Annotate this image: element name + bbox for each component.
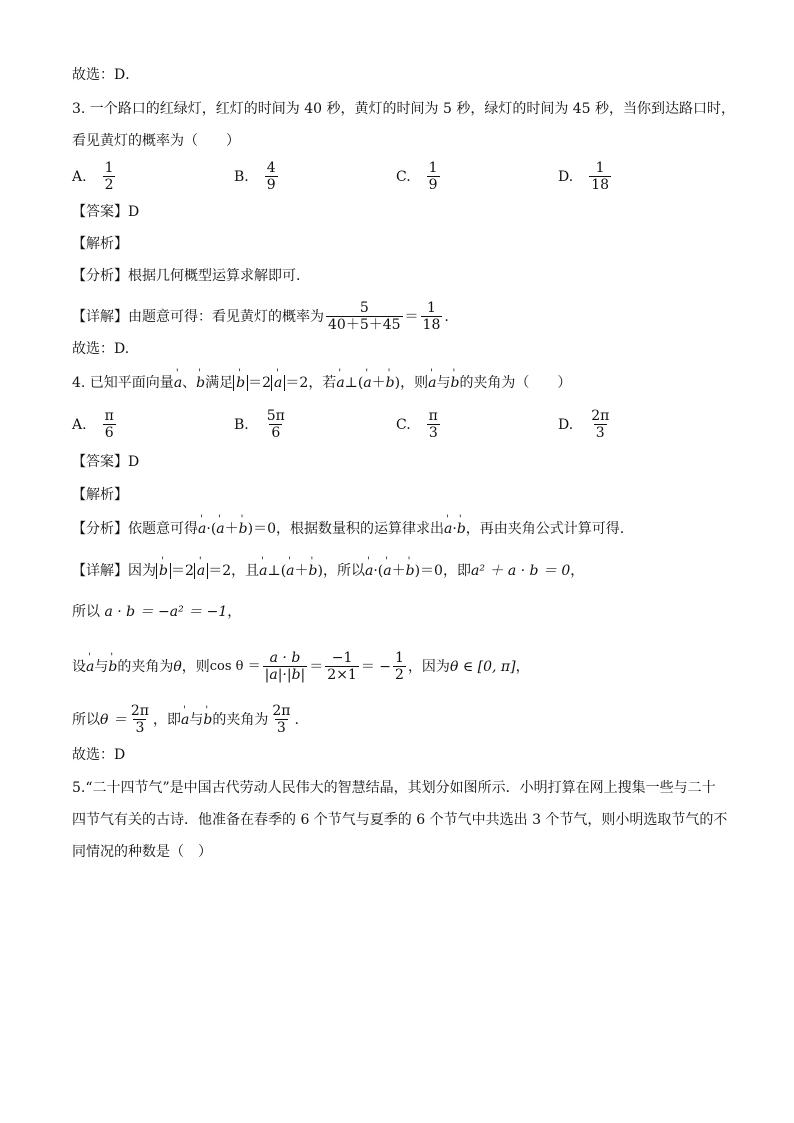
fraction bbox=[103, 408, 116, 441]
result-line: 所以 θ ＝ $\frac{2\pi}{3}$ ，即 ' a 与 ' b 的夹角为 $\frac{2\pi}{3}$ . bbox=[72, 703, 299, 736]
denominator: 3 bbox=[276, 720, 286, 736]
perp-symbol: ⊥ bbox=[344, 375, 358, 391]
denominator: 6 bbox=[104, 425, 114, 441]
analysis-line: 【分析】依题意可得 ' a · ( ' a ＋ ' b ) ＝0 ，根据数量积的运算律求出 ' a · ' b ，再由夹角公式计算可得. bbox=[72, 520, 624, 538]
numerator: π bbox=[428, 408, 438, 424]
numerator: 1 bbox=[395, 650, 404, 666]
conclusion-line: 故选：D bbox=[72, 747, 126, 763]
stem-text: 与 bbox=[436, 375, 451, 391]
math-text: ＝2 bbox=[248, 375, 272, 391]
denominator: 2×1 bbox=[327, 667, 357, 683]
abs-a: ' a bbox=[194, 563, 208, 579]
detail-text: 【详解】由题意可得：看见黄灯的概率为 bbox=[72, 308, 324, 325]
option-label: A. bbox=[72, 168, 87, 185]
fraction bbox=[427, 408, 440, 441]
numerator: 1 bbox=[104, 160, 114, 176]
stem-text: 4. 已知平面向量 bbox=[72, 375, 174, 391]
derivation-line: 所以 a · b ＝ −a² ＝ −1， bbox=[72, 604, 242, 620]
option-d bbox=[558, 160, 613, 193]
option-a bbox=[72, 408, 118, 441]
option-label: A. bbox=[72, 416, 87, 433]
abs-a: ' a bbox=[271, 375, 285, 391]
fraction bbox=[265, 160, 278, 193]
detail-text: ，所以 bbox=[322, 563, 365, 579]
denominator: 18 bbox=[422, 317, 441, 333]
math-text: ＝2 bbox=[208, 563, 232, 579]
fraction bbox=[326, 300, 403, 333]
denominator: 3 bbox=[428, 425, 438, 441]
denominator: 9 bbox=[266, 177, 276, 193]
analysis-text: 【分析】依题意可得 bbox=[72, 521, 198, 537]
analysis-heading: 【解析】 bbox=[72, 236, 128, 252]
period: . bbox=[444, 308, 449, 325]
abs-b: ' b bbox=[156, 563, 171, 579]
denominator: 2 bbox=[104, 177, 114, 193]
detail-text: ，且 bbox=[231, 563, 260, 579]
answer-line: 【答案】D bbox=[72, 204, 140, 220]
stem-text: 的夹角为（ ） bbox=[459, 375, 572, 391]
fraction bbox=[589, 408, 611, 441]
detail-line bbox=[72, 300, 449, 333]
denominator: 40＋5＋45 bbox=[328, 317, 401, 333]
analysis-text: ，根据数量积的运算律求出 bbox=[276, 521, 444, 537]
numerator: 5π bbox=[266, 408, 285, 424]
denominator: 6 bbox=[271, 425, 281, 441]
detail-text: 【详解】因为 bbox=[72, 563, 156, 579]
numerator: a · b bbox=[269, 650, 301, 666]
option-label: B. bbox=[234, 168, 249, 185]
equals-sign: ＝ bbox=[404, 308, 419, 325]
option-label: C. bbox=[396, 168, 411, 185]
math-text: θ ∈ [0, π] bbox=[449, 658, 516, 675]
vector-b: ' b bbox=[450, 374, 459, 392]
fraction bbox=[427, 160, 440, 193]
vector-b: ' b bbox=[196, 374, 205, 392]
numerator: 1 bbox=[428, 160, 438, 176]
stem-text: ，若 bbox=[308, 375, 337, 391]
question-4-stem: 4. 已知平面向量 ' a 、 ' b 满足 ' b ＝2 ' a ＝2 ，若 ' a ⊥ ( ' a ＋ ' b ) ，则 ' a 与 ' b 的夹角为（ ） bbox=[72, 374, 571, 392]
math-text: a · b ＝ −a² ＝ −1 bbox=[104, 604, 228, 620]
theta-symbol: θ bbox=[173, 658, 182, 675]
numerator: 4 bbox=[266, 160, 276, 176]
option-a bbox=[72, 160, 117, 193]
math-text: ＝2 bbox=[170, 563, 194, 579]
math-text: ＝0 bbox=[420, 563, 443, 579]
result-text: 的夹角为 bbox=[212, 711, 269, 728]
result-text: 所以 bbox=[72, 711, 100, 728]
question-5-stem-cont: 四节气有关的古诗．他准备在春季的 6 个节气与夏季的 6 个节气中共选出 3 个节气，则小明选取节气的不 bbox=[72, 812, 728, 828]
denominator: 9 bbox=[428, 177, 438, 193]
fraction bbox=[270, 703, 292, 736]
answer-line: 【答案】D bbox=[72, 454, 140, 470]
numerator: 2π bbox=[272, 703, 291, 719]
option-b bbox=[234, 408, 289, 441]
analysis-text: ，再由夹角公式计算可得. bbox=[465, 521, 625, 537]
math-text: ＝0 bbox=[253, 521, 276, 537]
numerator: 1 bbox=[595, 160, 605, 176]
vector-a: ' a bbox=[336, 374, 344, 392]
fraction bbox=[325, 650, 359, 683]
option-c bbox=[396, 160, 442, 193]
numerator: 5 bbox=[359, 300, 369, 316]
stem-text: 满足 bbox=[205, 375, 234, 391]
math-text: cos θ ＝ bbox=[209, 658, 261, 674]
denominator: 2 bbox=[395, 667, 404, 683]
fraction bbox=[265, 408, 287, 441]
angle-text: 与 bbox=[94, 658, 109, 675]
angle-text: ，则 bbox=[181, 658, 210, 675]
option-b bbox=[234, 160, 280, 193]
angle-text: ，因为 bbox=[407, 658, 450, 675]
fraction bbox=[103, 160, 116, 193]
denominator: |a|·|b| bbox=[264, 667, 306, 683]
analysis-line: 【分析】根据几何概型运算求解即可. bbox=[72, 268, 301, 284]
question-5-stem-cont: 同情况的种数是（ ） bbox=[72, 844, 212, 860]
angle-text: 的夹角为 bbox=[117, 658, 174, 675]
question-3-stem-cont: 看见黄灯的概率为（ ） bbox=[72, 133, 240, 149]
denominator: 3 bbox=[135, 720, 145, 736]
text-line: 故选：D． bbox=[72, 67, 140, 83]
math-text: ＝ − bbox=[360, 658, 392, 675]
numerator: 2π bbox=[591, 408, 610, 424]
vector-a: ' a bbox=[174, 374, 182, 392]
fraction bbox=[421, 300, 443, 333]
math-text: θ ＝ bbox=[100, 711, 127, 728]
fraction bbox=[129, 703, 151, 736]
option-label: D. bbox=[558, 416, 574, 433]
numerator: π bbox=[104, 408, 114, 424]
derivation-text: 所以 bbox=[72, 604, 100, 620]
numerator: 2π bbox=[130, 703, 149, 719]
result-text: ，即 bbox=[153, 711, 181, 728]
detail-line: 【详解】因为 ' b ＝2 ' a ＝2 ，且 ' a ⊥ ( ' a ＋ ' b ) ，所以 ' a · ( ' a ＋ ' b ) ＝0 ，即 a² ＋ a · b ＝ 0 ， bbox=[72, 562, 584, 580]
math-text: a² ＋ a · b ＝ 0 bbox=[470, 563, 571, 579]
numerator: 1 bbox=[427, 300, 436, 316]
analysis-heading: 【解析】 bbox=[72, 487, 128, 503]
vector-a: ' a bbox=[428, 374, 436, 392]
fraction bbox=[393, 650, 406, 683]
option-label: B. bbox=[234, 416, 249, 433]
question-3-stem: 3. 一个路口的红绿灯，红灯的时间为 40 秒，黄灯的时间为 5 秒，绿灯的时间为 45 秒，当你到达路口时， bbox=[72, 101, 736, 117]
fraction bbox=[263, 650, 308, 683]
angle-line: 设 ' a 与 ' b 的夹角为 θ ，则 cos θ ＝ $\frac{a \cdot b}{|a|\cdot|b|}$ ＝ $\frac{-1}{2\times 1}$ ＝ − $\frac{1}{2}$ ，因为 θ ∈ [0, π] ， bbox=[72, 650, 530, 683]
question-5-stem: 5.“二十四节气”是中国古代劳动人民伟大的智慧结晶，其划分如图所示．小明打算在网上搜集一些与二十 bbox=[72, 780, 716, 796]
angle-text: 设 bbox=[72, 658, 86, 675]
abs-b: ' b bbox=[233, 375, 248, 391]
math-text: ＝2 bbox=[285, 375, 309, 391]
fraction bbox=[589, 160, 611, 193]
detail-text: ，即 bbox=[442, 563, 471, 579]
option-c bbox=[396, 408, 442, 441]
denominator: 3 bbox=[595, 425, 605, 441]
option-d bbox=[558, 408, 613, 441]
result-text: 与 bbox=[189, 711, 204, 728]
stem-text: ，则 bbox=[400, 375, 429, 391]
numerator: −1 bbox=[331, 650, 353, 666]
option-label: D. bbox=[558, 168, 574, 185]
denominator: 18 bbox=[591, 177, 610, 193]
option-label: C. bbox=[396, 416, 411, 433]
conclusion-line: 故选：D. bbox=[72, 341, 130, 357]
